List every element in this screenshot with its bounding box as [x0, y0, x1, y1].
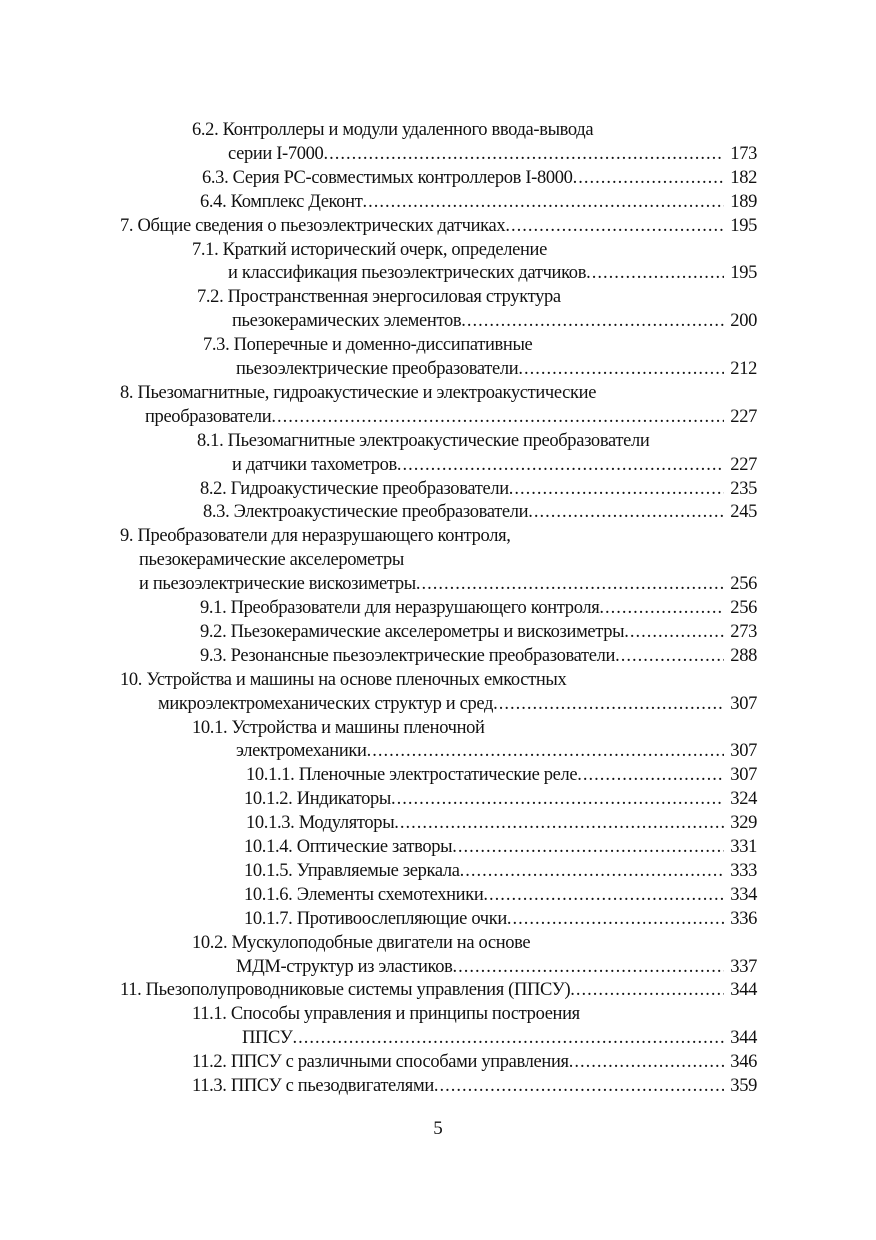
toc-entry-title: 7.1. Краткий исторический очерк, определение	[192, 239, 547, 260]
toc-entry	[192, 1050, 757, 1074]
toc-entry-title: 7.3. Поперечные и доменно-диссипативные	[203, 335, 533, 356]
toc-entry-page: 288	[730, 645, 757, 666]
dot-leader	[483, 883, 724, 907]
toc-entry	[139, 548, 404, 572]
toc-entry	[244, 859, 757, 883]
toc-entry-title: 9.2. Пьезокерамические акселерометры и вискозиметры	[200, 621, 625, 642]
toc-entry-title: электромеханики	[236, 741, 367, 762]
dot-leader	[573, 166, 725, 190]
dot-leader	[493, 692, 724, 716]
toc-entry-title: 10.1.2. Индикаторы	[244, 789, 391, 810]
toc-entry-page: 359	[730, 1076, 757, 1096]
toc-entry-page: 333	[730, 860, 757, 881]
page-number: 5	[433, 1118, 443, 1139]
toc-entry	[236, 955, 757, 979]
toc-entry-page: 273	[730, 621, 757, 642]
toc-entry-page: 307	[730, 693, 757, 714]
toc-entry-page: 336	[730, 908, 757, 929]
dot-leader	[460, 859, 725, 883]
toc-entry	[228, 261, 757, 285]
toc-entry-title: 7.2. Пространственная энергосиловая структура	[197, 287, 561, 308]
toc-entry-title: 9.1. Преобразователи для неразрушающего контроля	[200, 598, 600, 618]
toc-entry	[197, 285, 561, 309]
dot-leader	[507, 907, 724, 931]
dot-leader	[453, 955, 725, 979]
toc-entry-title: 11.2. ППСУ с различными способами управления	[192, 1052, 569, 1073]
toc-entry-title: 8.2. Гидроакустические преобразователи	[200, 478, 509, 499]
toc-entry	[203, 333, 532, 357]
toc-entry	[200, 477, 757, 501]
toc-entry	[236, 357, 757, 381]
toc-entry-page: 256	[730, 598, 757, 618]
toc-entry-title: ППСУ	[242, 1028, 293, 1049]
toc-entry	[192, 118, 593, 142]
toc-entry-page: 256	[730, 574, 757, 595]
toc-entry	[244, 787, 757, 811]
toc-entry-title: 10.2. Мускулоподобные двигатели на основе	[192, 932, 531, 953]
toc-entry	[203, 500, 757, 524]
toc-entry-page: 344	[730, 980, 757, 1001]
toc-entry	[197, 429, 649, 453]
dot-leader	[577, 763, 724, 787]
toc-entry-title: преобразователи	[145, 406, 272, 427]
toc-entry-title: пьезокерамических элементов	[232, 311, 462, 332]
dot-leader	[293, 1026, 725, 1050]
dot-leader	[518, 357, 724, 381]
toc-entry	[200, 190, 757, 214]
toc-entry	[244, 883, 757, 907]
dot-leader	[509, 477, 725, 501]
toc-entry-page: 173	[730, 143, 757, 164]
toc-entry-page: 195	[730, 263, 757, 284]
toc-entry-page: 195	[730, 215, 757, 236]
toc-entry	[232, 453, 757, 477]
toc-entry	[228, 142, 757, 166]
toc-entry-title: 9. Преобразователи для неразрушающего контроля,	[120, 526, 511, 547]
toc-entry	[120, 524, 511, 548]
toc-entry	[244, 907, 757, 931]
toc-entry-title: 10. Устройства и машины на основе пленочных емкостных	[120, 669, 567, 690]
toc-entry-title: 6.2. Контроллеры и модули удаленного ввода-вывода	[192, 120, 594, 140]
toc-entry	[246, 763, 757, 787]
toc-entry-title: 6.4. Комплекс Деконт	[200, 191, 363, 212]
toc-entry	[236, 739, 757, 763]
dot-leader	[570, 978, 724, 1002]
dot-leader	[323, 142, 724, 166]
toc-entry-title: и классификация пьезоэлектрических датчиков	[228, 263, 587, 284]
toc-entry-title: 11.1. Способы управления и принципы построения	[192, 1004, 580, 1025]
toc-entry-title: 10.1.5. Управляемые зеркала	[244, 860, 460, 881]
dot-leader	[362, 190, 724, 214]
dot-leader	[569, 1050, 725, 1074]
toc-entry-title: 10.1.4. Оптические затворы	[244, 837, 453, 857]
toc-entry	[139, 572, 757, 596]
toc-entry-title: 10.1. Устройства и машины пленочной	[192, 717, 485, 738]
toc-entry-title: 8.1. Пьезомагнитные электроакустические преобразователи	[197, 430, 650, 451]
dot-leader	[586, 261, 724, 285]
dot-leader	[394, 811, 724, 835]
dot-leader	[624, 620, 724, 644]
toc-entry	[242, 1026, 757, 1050]
toc-entry-page: 227	[730, 406, 757, 427]
toc-entry-page: 200	[730, 311, 757, 332]
toc-entry-title: и пьезоэлектрические вискозиметры	[139, 574, 416, 595]
dot-leader	[452, 835, 724, 859]
toc-entry	[120, 381, 596, 405]
toc-entry	[232, 309, 757, 333]
toc-entry-page: 334	[730, 884, 757, 905]
toc-entry	[200, 620, 757, 644]
toc-entry	[244, 835, 757, 859]
dot-leader	[528, 500, 724, 524]
dot-leader	[397, 453, 724, 477]
toc-entry-title: 8. Пьезомагнитные, гидроакустические и электроакустические	[120, 382, 597, 403]
dot-leader	[434, 1074, 724, 1098]
toc-entry-title: 7. Общие сведения о пьезоэлектрических датчиках	[120, 215, 506, 236]
dot-leader	[615, 644, 724, 668]
toc-entry	[120, 978, 757, 1002]
toc-entry	[158, 692, 757, 716]
toc-entry	[192, 1074, 757, 1098]
toc-entry-title: и датчики тахометров	[232, 454, 397, 475]
toc-entry	[192, 931, 530, 955]
toc-entry-page: 212	[730, 359, 757, 379]
toc-entry-page: 307	[730, 765, 757, 786]
toc-entry	[145, 405, 757, 429]
toc-entry	[120, 668, 566, 692]
toc-entry-page: 307	[730, 741, 757, 762]
toc-entry-page: 227	[730, 454, 757, 475]
dot-leader	[416, 572, 724, 596]
toc-entry-page: 182	[730, 167, 757, 188]
toc-entry	[246, 811, 757, 835]
toc-entry-title: серии I-7000	[228, 143, 324, 164]
toc-entry-title: 9.3. Резонансные пьезоэлектрические преобразователи	[200, 645, 616, 666]
toc-entry-page: 329	[730, 813, 757, 834]
toc-entry-title: 10.1.6. Элементы схемотехники	[244, 884, 484, 905]
toc-entry-page: 344	[730, 1028, 757, 1049]
dot-leader	[461, 309, 724, 333]
toc-entry-title: пьезоэлектрические преобразователи	[236, 359, 519, 379]
toc-entry-title: 11. Пьезополупроводниковые системы управления (ППСУ)	[120, 980, 571, 1001]
toc-entry-page: 245	[730, 502, 757, 523]
toc-entry-page: 189	[730, 191, 757, 212]
toc-entry	[192, 238, 547, 262]
toc-entry	[202, 166, 757, 190]
toc-entry	[200, 644, 757, 668]
toc-entry	[192, 716, 485, 740]
dot-leader	[367, 739, 725, 763]
toc-entry-page: 346	[730, 1052, 757, 1073]
toc-entry-title: МДМ-структур из эластиков	[236, 956, 453, 977]
toc-entry-page: 337	[730, 956, 757, 977]
toc-entry-page: 331	[730, 837, 757, 857]
toc-entry-title: 8.3. Электроакустические преобразователи	[203, 502, 529, 523]
toc-entry-page: 235	[730, 478, 757, 499]
toc-entry	[192, 1002, 580, 1026]
toc-entry-title: микроэлектромеханических структур и сред	[158, 693, 494, 714]
toc-entry-page: 324	[730, 789, 757, 810]
dot-leader	[271, 405, 724, 429]
toc-entry-title: 11.3. ППСУ с пьезодвигателями	[192, 1076, 434, 1096]
dot-leader	[599, 596, 724, 620]
toc-entry-title: 10.1.3. Модуляторы	[246, 813, 395, 834]
toc-entry-title: пьезокерамические акселерометры	[139, 550, 404, 571]
toc-entry	[200, 596, 757, 620]
dot-leader	[391, 787, 724, 811]
dot-leader	[505, 214, 724, 238]
toc-entry-title: 10.1.7. Противоослепляющие очки	[244, 908, 507, 929]
toc-entry	[120, 214, 757, 238]
toc-entry-title: 10.1.1. Пленочные электростатические реле	[246, 765, 578, 786]
toc-entry-title: 6.3. Серия PC-совместимых контроллеров I-8000	[202, 167, 573, 188]
